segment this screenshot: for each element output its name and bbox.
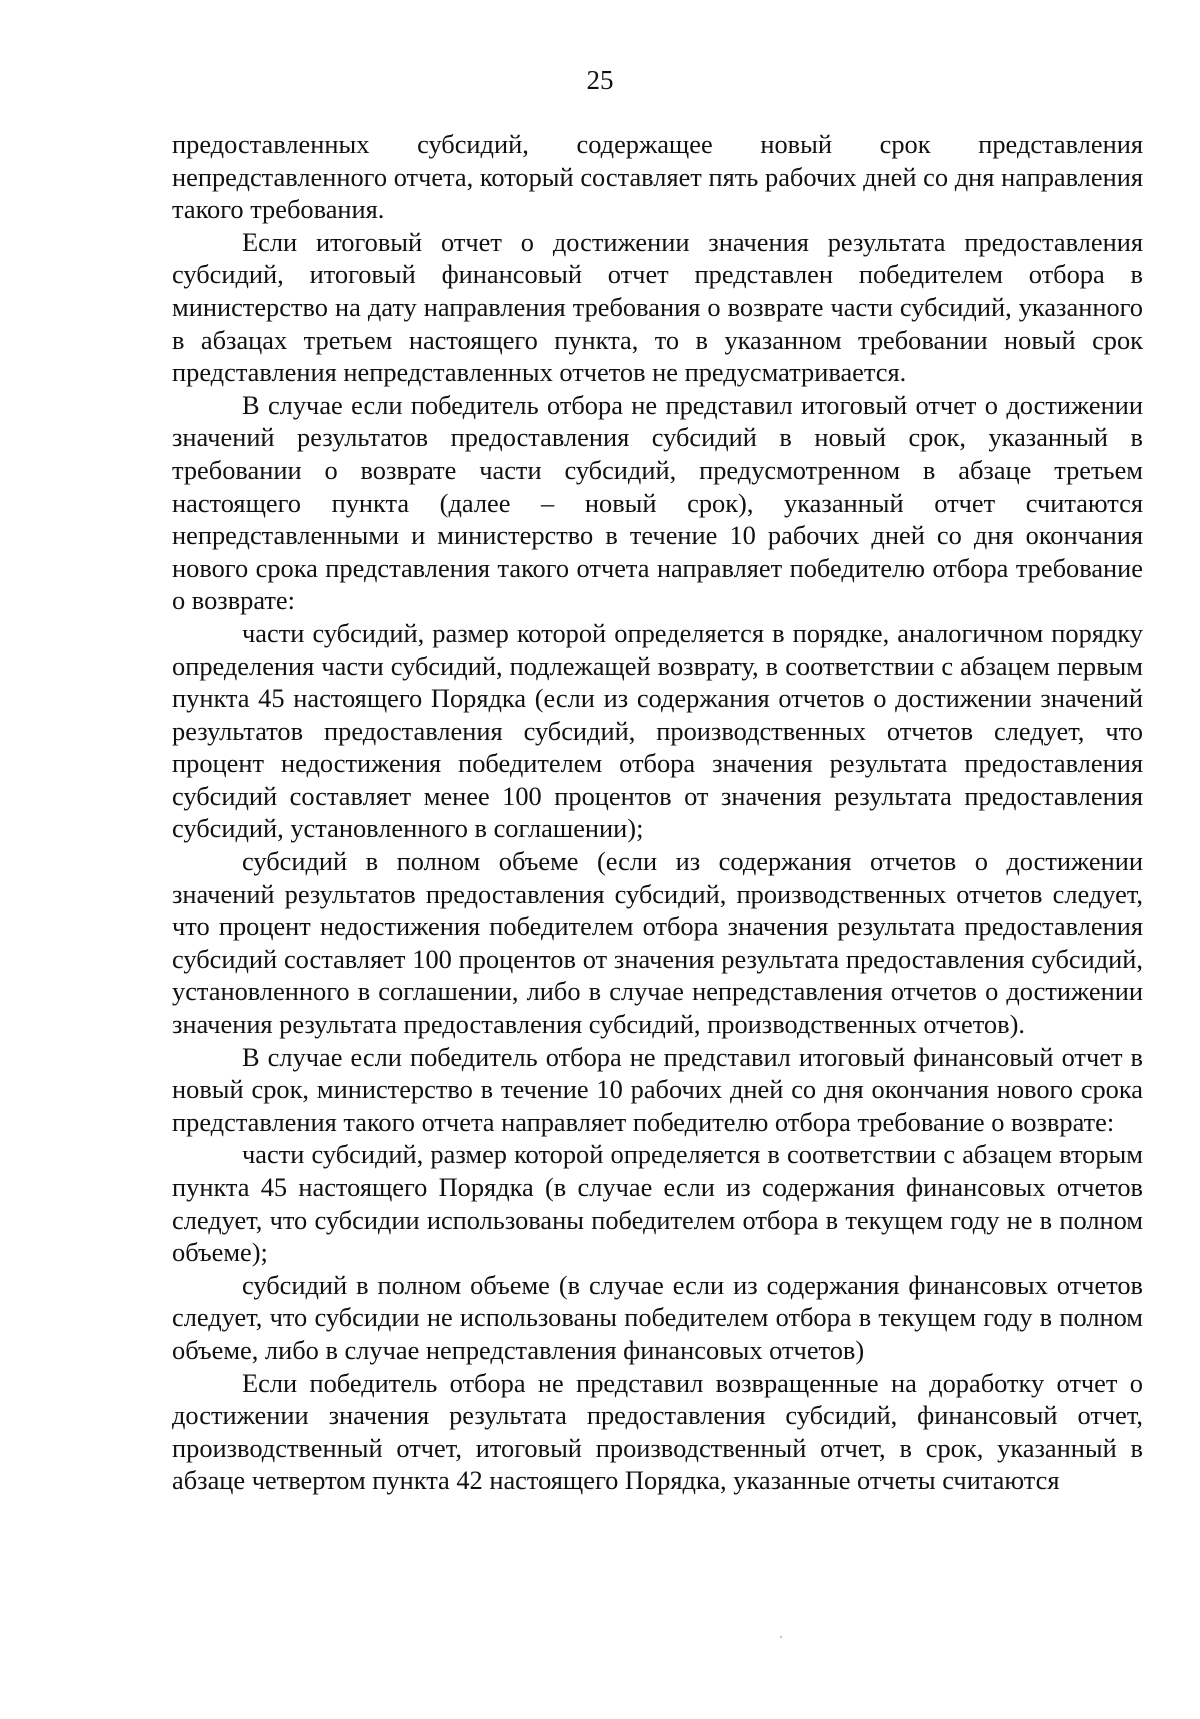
paragraph-final-report-submitted: Если итоговый отчет о достижении значения результата предоставления субсидий, итоговый финансовый отчет представлен победителем отбора в министерство на дату направления требования о возврате части субсидий, указанного в абзацах третьем настоящего пункта, то в указанном требовании новый срок представления непредставленных отчетов не предусматривается. xyxy=(172,226,1143,388)
paragraph-continuation: предоставленных субсидий, содержащее новый срок представления непредставленного отчета, который составляет пять рабочих дней со дня направления такого требования. xyxy=(172,129,1143,225)
paragraph-financial-report-not-submitted: В случае если победитель отбора не представил итоговый финансовый отчет в новый срок, министерство в течение 10 рабочих дней со дня окончания нового срока представления такого отчета направляет победителю отбора требование о возврате: xyxy=(172,1041,1143,1137)
paragraph-financial-full-return: субсидий в полном объеме (в случае если из содержания финансовых отчетов следует, что субсидии не использованы победителем отбора в текущем году в полном объеме, либо в случае непредставления финансовых отчетов) xyxy=(172,1269,1143,1365)
paragraph-final-report-not-submitted: В случае если победитель отбора не представил итоговый отчет о достижении значений результатов предоставления субсидий в новый срок, указанный в требовании о возврате части субсидий, предусмотренном в абзаце третьем настоящего пункта (далее – новый срок), указанный отчет считаются непредставленными и министерство в течение 10 рабочих дней со дня окончания нового срока представления такого отчета направляет победителю отбора требование о возврате: xyxy=(172,389,1143,616)
paragraph-full-return: субсидий в полном объеме (если из содержания отчетов о достижении значений результатов предоставления субсидий, производственных отчетов следует, что процент недостижения победителем отбора значения результата предоставления субсидий составляет 100 процентов от значения результата предоставления субсидий, установленного в соглашении, либо в случае непредставления отчетов о достижении значения результата предоставления субсидий, производственных отчетов). xyxy=(172,846,1143,1040)
paragraph-reports-returned-for-revision: Если победитель отбора не представил возвращенные на доработку отчет о достижении значения результата предоставления субсидий, финансовый отчет, производственный отчет, итоговый производственный отчет, в срок, указанный в абзаце четвертом пункта 42 настоящего Порядка, указанные отчеты считаются xyxy=(172,1367,1143,1496)
page-number: 25 xyxy=(586,65,614,95)
document-body xyxy=(172,128,1143,1497)
scan-speck xyxy=(780,1636,782,1638)
paragraph-partial-return: части субсидий, размер которой определяется в порядке, аналогичном порядку определения части субсидий, подлежащей возврату, в соответствии с абзацем первым пункта 45 настоящего Порядка (если из содержания отчетов о достижении значений результатов предоставления субсидий, производственных отчетов следует, что процент недостижения победителем отбора значения результата предоставления субсидий составляет менее 100 процентов от значения результата предоставления субсидий, установленного в соглашении); xyxy=(172,617,1143,844)
paragraph-financial-partial-return: части субсидий, размер которой определяется в соответствии с абзацем вторым пункта 45 настоящего Порядка (в случае если из содержания финансовых отчетов следует, что субсидии использованы победителем отбора в текущем году не в полном объеме); xyxy=(172,1139,1143,1268)
